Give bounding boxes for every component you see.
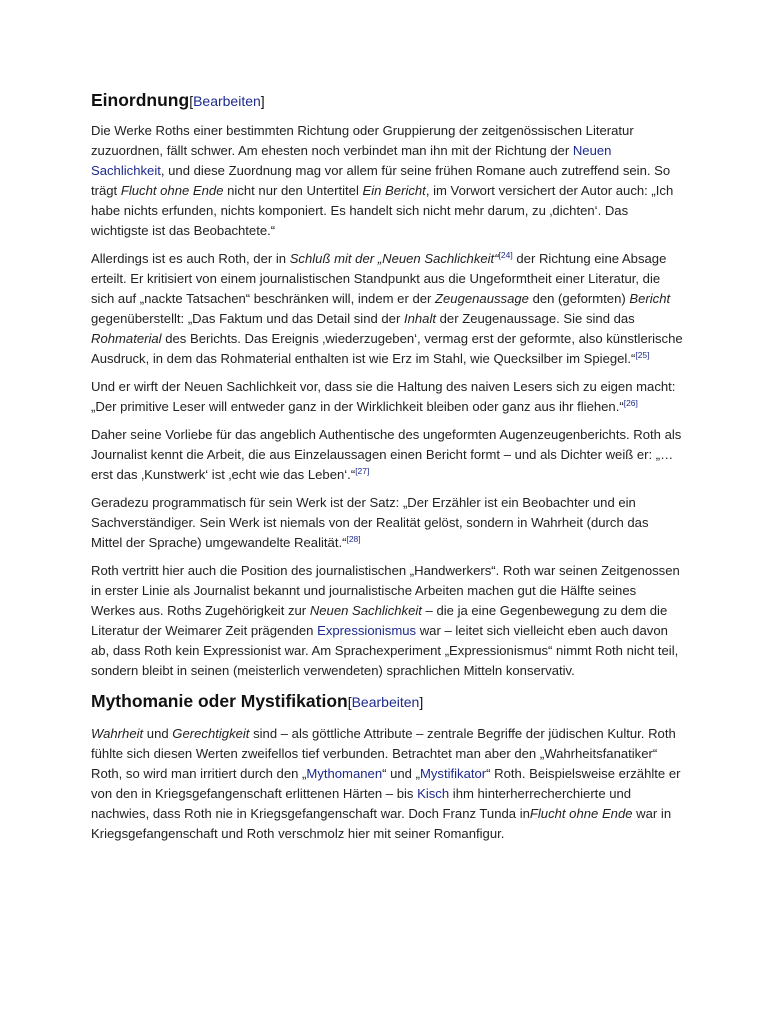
text: den (geformten) (528, 291, 630, 306)
text: Daher seine Vorliebe für das angeblich Authentische des ungeformten Augenzeugenberichts. Roth als Journalist kennt die Arbeit, die aus Einzelaussagen einen Bericht formt – und als Dichter weiß er: „… erst das ‚Kunstwerk‘ ist ‚echt wie das Leben‘.“ (91, 427, 682, 482)
paragraph (91, 377, 683, 417)
paragraph (91, 724, 683, 844)
text: Allerdings ist es auch Roth, der in (91, 251, 290, 266)
italic-title: Flucht ohne Ende (120, 183, 224, 198)
paragraph (91, 561, 683, 681)
edit-section-link-wrapper: [Bearbeiten] (189, 93, 265, 109)
text: sind – als göttliche Attribute – zentrale Begriffe der jüdischen Kultur. Roth fühlte sich diesen Werten zweifellos tief verbunden. Betrachtet man aber den „Wahrheitsfanatiker“ Roth, so wird man irritiert durch den „ (91, 726, 676, 781)
footnote-ref[interactable] (346, 534, 360, 544)
section-heading-mythomanie (91, 689, 683, 714)
text: Roth vertritt hier auch die Position des journalistischen „Handwerkers“. Roth war seinen Zeitgenossen in erster Linie als Journalist bekannt und journalistische Arbeiten machen gut die Hälfte seines Werkes aus. Roths Zugehörigkeit zur (91, 563, 680, 618)
text: nicht nur den Untertitel (223, 183, 363, 198)
text: war in Kriegsgefangenschaft und Roth verschmolz hier mit seiner Romanfigur. (91, 806, 672, 841)
link-mythomanen[interactable]: Mythomanen (306, 766, 383, 781)
text: , im Vorwort versichert der Autor auch: „Ich habe nichts erfunden, nichts komponiert. Es handelt sich nicht mehr darum, zu ‚dichten‘. Das wichtigste ist das Beobachtete.“ (91, 183, 674, 238)
link-mystifikator[interactable]: Mystifikator (419, 766, 487, 781)
italic-title: Flucht ohne Ende (529, 806, 633, 821)
article-content (91, 88, 683, 852)
text: – die ja eine Gegenbewegung zu dem die Literatur der Weimarer Zeit prägenden (91, 603, 668, 638)
paragraph (91, 425, 683, 485)
text: “ Roth. Beispielsweise erzählte er von den in Kriegsgefangenschaft erlittenen Härten – bis (91, 766, 681, 801)
footnote-ref[interactable] (355, 466, 369, 476)
footnote-link[interactable]: [27] (355, 466, 370, 476)
text: der Richtung eine Absage erteilt. Er kritisiert von einem journalistischen Standpunkt aus die Ungeformtheit einer Literatur, die sich auf „nackte Tatsachen“ beschränken will, indem er der (91, 251, 667, 306)
italic-term: Neuen Sachlichkeit (309, 603, 422, 618)
section-title: Mythomanie oder Mystifikation (91, 691, 348, 711)
section-title: Einordnung (91, 90, 190, 110)
text: , und diese Zuordnung mag vor allem für seine frühen Romane auch zutreffend sein. So trägt (91, 163, 671, 198)
italic-title: Schluß mit der „Neuen Sachlichkeit“ (289, 251, 499, 266)
edit-section-link[interactable]: Bearbeiten (193, 93, 261, 109)
footnote-link[interactable]: [26] (623, 398, 638, 408)
italic-term: Wahrheit (91, 726, 144, 741)
italic-term: Bericht (629, 291, 671, 306)
italic-title: Ein Bericht (362, 183, 426, 198)
footnote-ref[interactable] (499, 250, 513, 260)
text: Geradezu programmatisch für sein Werk ist der Satz: „Der Erzähler ist ein Beobachter und ein Sachverständiger. Sein Werk ist niemals von der Realität gelöst, sondern in Wahrheit (durch das Mittel der Sprache) umgewandelte Realität.“ (91, 495, 649, 550)
footnote-ref[interactable] (624, 398, 638, 408)
text: des Berichts. Das Ereignis ‚wiederzugeben‘, vermag erst der geformte, also künstlerische Ausdruck, in dem das Rohmaterial enthalten ist wie Erz im Stahl, wie Quecksilber im Spiegel.“ (91, 331, 683, 366)
text: Die Werke Roths einer bestimmten Richtung oder Gruppierung der zeitgenössischen Literatur zuzuordnen, fällt schwer. Am ehesten noch verbindet man ihn mit der Richtung der (91, 123, 634, 158)
text: und (143, 726, 173, 741)
section-heading-einordnung (91, 88, 683, 113)
text: “ und „ (382, 766, 420, 781)
link-expressionismus[interactable]: Expressionismus (317, 623, 417, 638)
italic-term: Zeugenaussage (435, 291, 529, 306)
italic-term: Rohmaterial (91, 331, 162, 346)
link-neue-sachlichkeit[interactable]: Neuen Sachlichkeit (91, 143, 612, 178)
paragraph (91, 121, 683, 241)
paragraph (91, 249, 683, 369)
link-kisch[interactable]: Kisch (417, 786, 450, 801)
footnote-link[interactable]: [28] (346, 534, 361, 544)
edit-section-link[interactable]: Bearbeiten (351, 694, 420, 710)
text: Und er wirft der Neuen Sachlichkeit vor, dass sie die Haltung des naiven Lesers sich zu eigen macht: „Der primitive Leser will entweder ganz in der Wirklichkeit bleiben oder ganz aus ihr fliehen.“ (91, 379, 676, 414)
paragraph (91, 493, 683, 553)
footnote-link[interactable]: [25] (635, 350, 650, 360)
text: ihm hinterherrecherchierte und nachwies, dass Roth nie in Kriegsgefangenschaft war. Doch Franz Tunda in (91, 786, 632, 821)
text: gegenüberstellt: „Das Faktum und das Detail sind der (91, 311, 404, 326)
edit-section-link-wrapper: [Bearbeiten] (347, 694, 424, 710)
text: war – leitet sich vielleicht eben auch davon ab, dass Roth kein Expressionist war. Am Sprachexperiment „Expressionismus“ nimmt Roth nicht teil, sondern bleibt in seinen (meisterlich verwendeten) sprachlichen Mitteln konservativ. (91, 623, 679, 678)
italic-term: Inhalt (403, 311, 436, 326)
footnote-ref[interactable] (635, 350, 649, 360)
footnote-link[interactable]: [24] (498, 250, 513, 260)
italic-term: Gerechtigkeit (172, 726, 250, 741)
text: der Zeugenaussage. Sie sind das (436, 311, 635, 326)
